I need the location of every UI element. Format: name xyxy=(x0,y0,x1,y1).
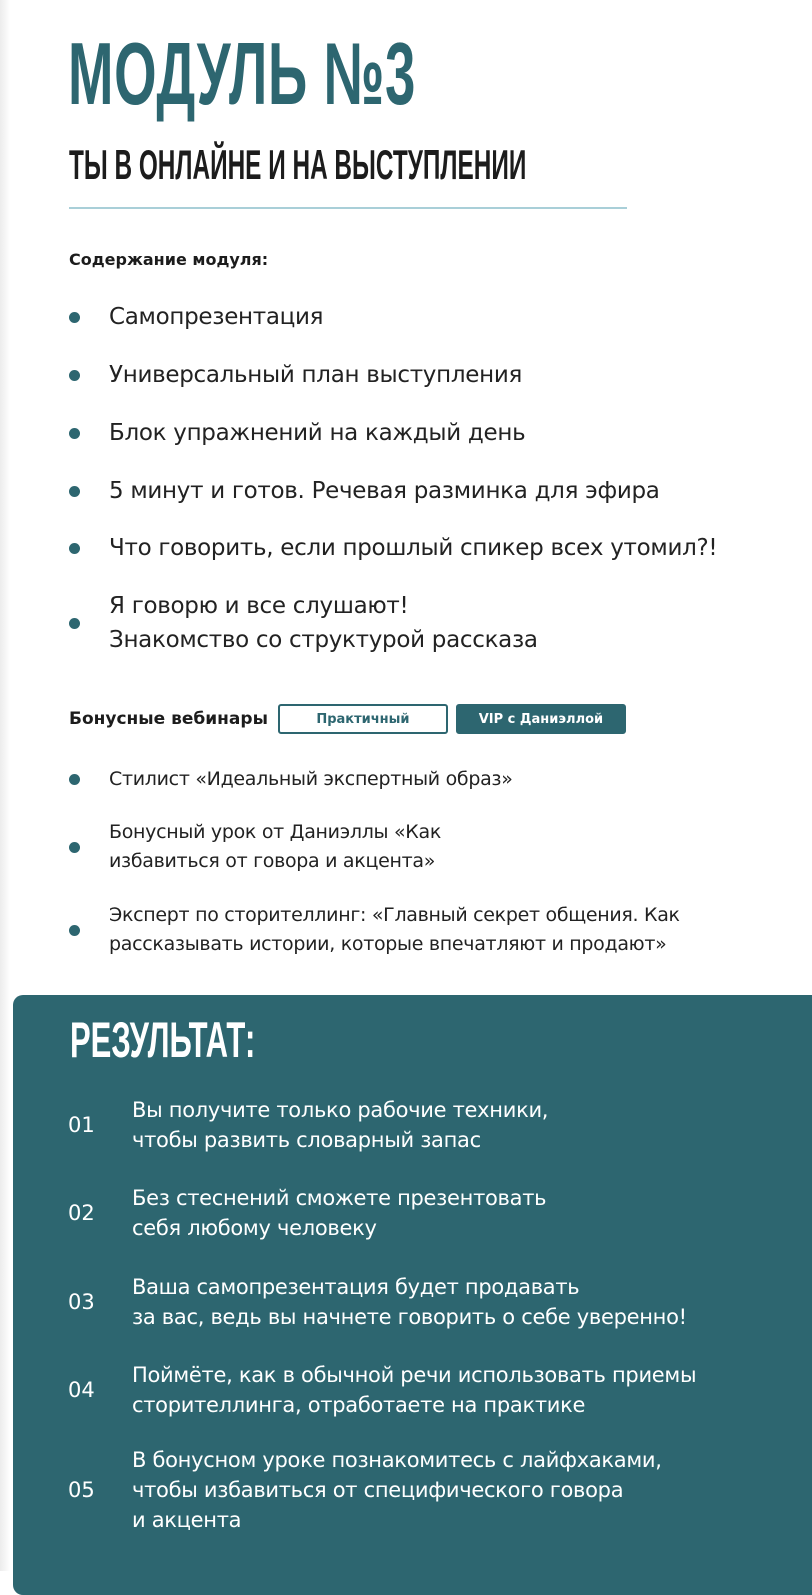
result-text-line: В бонусном уроке познакомитесь с лайфхаками, xyxy=(132,1448,662,1472)
list-item xyxy=(69,300,323,334)
result-text-line: Вы получите только рабочие техники, xyxy=(132,1098,549,1122)
list-item xyxy=(69,474,660,508)
list-item xyxy=(69,765,513,794)
list-item-text-line: Я говорю и все слушают! xyxy=(109,593,409,619)
result-text-line: Поймёте, как в обычной речи использовать приемы xyxy=(132,1363,697,1387)
bullet-dot-icon xyxy=(69,543,80,554)
result-text-block xyxy=(132,1445,662,1535)
list-item-text-line: Бонусный урок от Даниэллы «Как xyxy=(109,821,442,843)
content-heading: Содержание модуля: xyxy=(69,250,269,269)
bullet-dot-icon xyxy=(69,370,80,381)
tariff-practical-tag[interactable]: Практичный xyxy=(278,704,448,734)
result-text-block xyxy=(132,1183,546,1243)
module-subtitle: ТЫ В ОНЛАЙНЕ И НА ВЫСТУПЛЕНИИ xyxy=(69,141,527,188)
list-item-text-line: Эксперт по сторителлинг: «Главный секрет общения. Как xyxy=(109,904,680,926)
list-item-text: Самопрезентация xyxy=(109,304,324,330)
list-item-text-block xyxy=(109,589,538,657)
bullet-dot-icon xyxy=(69,428,80,439)
result-number: 03 xyxy=(68,1290,95,1314)
list-item xyxy=(69,589,538,657)
bullet-dot-icon xyxy=(69,312,80,323)
result-text-line: Без стеснений сможете презентовать xyxy=(132,1186,547,1210)
list-item-text-block xyxy=(109,818,441,876)
result-item xyxy=(68,1183,546,1243)
bullet-dot-icon xyxy=(69,486,80,497)
list-item-text: Что говорить, если прошлый спикер всех утомил?! xyxy=(109,535,718,561)
tariff-vip-tag[interactable]: VIP с Даниэллой xyxy=(456,704,626,734)
bullet-dot-icon xyxy=(69,925,80,936)
bullet-dot-icon xyxy=(69,774,80,785)
result-text-line: Ваша самопрезентация будет продавать xyxy=(132,1275,580,1299)
list-item-text-line: Знакомство со структурой рассказа xyxy=(109,627,538,653)
result-item xyxy=(68,1360,696,1420)
result-item xyxy=(68,1445,662,1535)
result-number: 01 xyxy=(68,1113,95,1137)
result-number: 05 xyxy=(68,1478,95,1502)
result-text-block xyxy=(132,1360,696,1420)
list-item xyxy=(69,416,525,450)
bullet-dot-icon xyxy=(69,618,80,629)
result-text-block xyxy=(132,1272,687,1332)
result-text-line: и акцента xyxy=(132,1508,242,1532)
list-item xyxy=(69,818,441,876)
result-text-block xyxy=(132,1095,548,1155)
result-item xyxy=(68,1272,687,1332)
list-item-text-line: избавиться от говора и акцента» xyxy=(109,850,436,872)
list-item xyxy=(69,358,522,392)
module-title: МОДУЛЬ №3 xyxy=(68,24,416,123)
bonus-heading: Бонусные вебинары xyxy=(69,709,268,729)
list-item xyxy=(69,901,680,959)
list-item-text-block xyxy=(109,901,680,959)
list-item-text: Универсальный план выступления xyxy=(109,362,523,388)
result-text-line: чтобы развить словарный запас xyxy=(132,1128,481,1152)
list-item xyxy=(69,531,717,565)
result-text-line: за вас, ведь вы начнете говорить о себе уверенно! xyxy=(132,1305,687,1329)
bonus-heading-row xyxy=(69,704,626,734)
list-item-text: Стилист «Идеальный экспертный образ» xyxy=(109,768,513,790)
title-divider xyxy=(69,207,627,209)
result-number: 04 xyxy=(68,1378,95,1402)
left-edge-shadow xyxy=(0,0,10,1571)
result-number: 02 xyxy=(68,1201,95,1225)
bullet-dot-icon xyxy=(69,842,80,853)
result-text-line: сторителлинга, отработаете на практике xyxy=(132,1393,586,1417)
result-text-line: себя любому человеку xyxy=(132,1216,377,1240)
list-item-text-line: рассказывать истории, которые впечатляют и продают» xyxy=(109,933,667,955)
result-title: РЕЗУЛЬТАТ: xyxy=(70,1012,256,1068)
list-item-text: 5 минут и готов. Речевая разминка для эфира xyxy=(109,478,660,504)
list-item-text: Блок упражнений на каждый день xyxy=(109,420,526,446)
result-item xyxy=(68,1095,548,1155)
result-text-line: чтобы избавиться от специфического говора xyxy=(132,1478,624,1502)
